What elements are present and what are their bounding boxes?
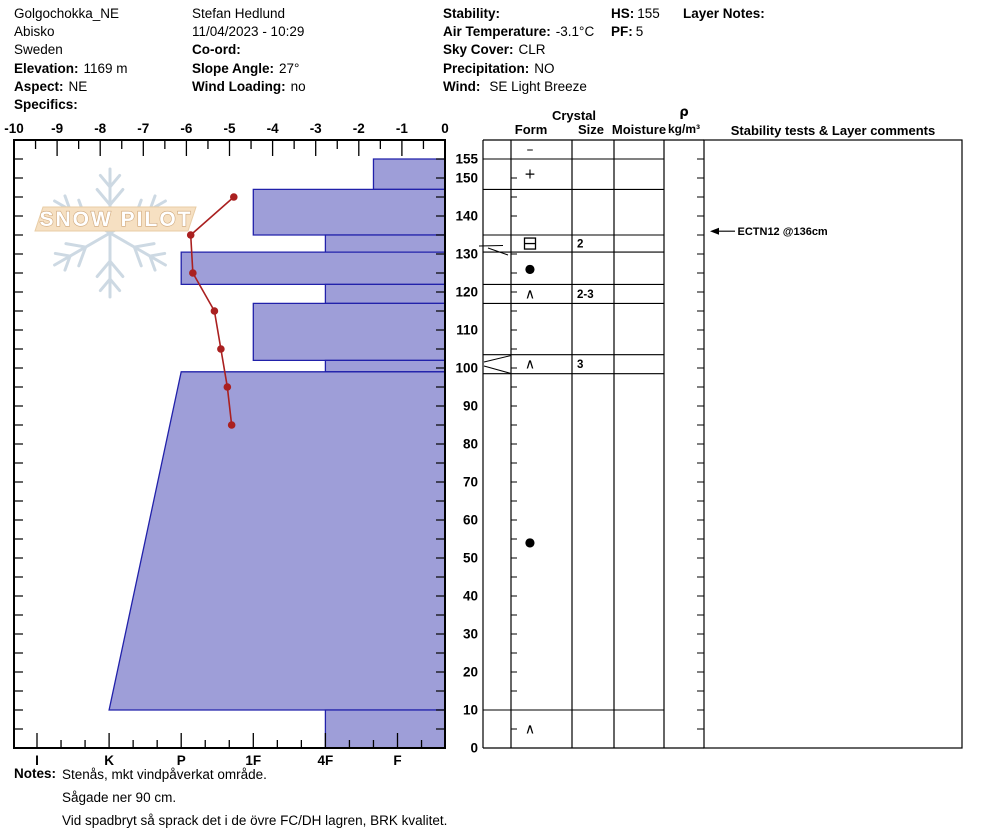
note-line-2: Sågade ner 90 cm. xyxy=(62,790,177,805)
depth-axis-label: 50 xyxy=(462,550,478,566)
grain-size-value: 2-3 xyxy=(577,288,594,301)
wind-label: Wind: xyxy=(443,78,481,94)
depth-axis-label: 130 xyxy=(455,246,478,262)
depth-axis-label: 120 xyxy=(455,284,478,300)
depth-axis-label: 60 xyxy=(462,512,478,528)
temperature-point xyxy=(224,383,232,391)
temperature-point xyxy=(230,193,238,201)
logo-text: SNOW PILOT xyxy=(39,208,193,231)
temperature-point xyxy=(187,231,195,239)
temp-axis-label: -8 xyxy=(94,121,107,136)
depth-axis-label: 90 xyxy=(462,398,478,414)
pf-label: PF: xyxy=(611,24,633,40)
temp-axis-label: -1 xyxy=(395,121,408,136)
ect-annotation xyxy=(710,226,828,238)
depth-axis-label: 150 xyxy=(455,170,478,186)
depth-axis-label: 30 xyxy=(462,626,478,642)
depth-axis-label: 155 xyxy=(455,151,478,167)
observation-datetime: 11/04/2023 - 10:29 xyxy=(192,24,305,40)
layer-bar xyxy=(325,284,445,303)
layer-notes-label: Layer Notes: xyxy=(683,6,765,21)
row-leader-line xyxy=(488,248,508,255)
layer-bar xyxy=(253,303,445,360)
coord-label: Co-ord: xyxy=(192,42,241,58)
depth-axis-label: 110 xyxy=(456,322,478,338)
grain-size-value: 3 xyxy=(577,359,584,372)
note-line-1: Stenås, mkt vindpåverkat område. xyxy=(62,767,267,782)
temp-axis-label: 0 xyxy=(441,121,449,136)
snowpilot-logo xyxy=(35,169,196,297)
slope-angle-value: 27° xyxy=(279,60,300,76)
temp-axis-label: -4 xyxy=(266,121,279,136)
temp-axis-label: -3 xyxy=(309,121,322,136)
layer-bar xyxy=(373,159,445,189)
moisture-header: Moisture xyxy=(611,122,667,137)
pf-value: 5 xyxy=(635,24,644,40)
site-name: Golgochokka_NE xyxy=(14,6,120,21)
temperature-point xyxy=(189,269,197,277)
grain-form-symbol: ∧ xyxy=(524,286,536,303)
note-line-3: Vid spadbryt så sprack det i de övre FC/DH lagren, BRK kvalitet. xyxy=(62,813,448,828)
wind-loading-value: no xyxy=(290,78,306,94)
layer-bar xyxy=(325,235,445,252)
density-header: ρ xyxy=(679,105,689,120)
depth-axis-label: 0 xyxy=(470,740,478,756)
temp-axis-label: -2 xyxy=(352,121,365,136)
slope-angle-label: Slope Angle: xyxy=(192,60,275,76)
grain-form-symbol: – xyxy=(526,142,534,158)
grain-table xyxy=(479,105,962,748)
depth-axis-label: 80 xyxy=(462,436,478,452)
row-leader-line xyxy=(479,246,503,247)
grain-form-symbol: ● xyxy=(524,261,536,276)
comments-header: Stability tests & Layer comments xyxy=(730,123,936,138)
temperature-point xyxy=(211,307,219,315)
form-header: Form xyxy=(514,122,548,137)
temperature-point xyxy=(217,345,225,353)
observer-name: Stefan Hedlund xyxy=(192,6,286,21)
depth-axis-label: 20 xyxy=(462,664,478,680)
temp-axis-label: -6 xyxy=(180,121,193,136)
temperature-point xyxy=(228,421,236,429)
temp-axis-label: -9 xyxy=(51,121,64,136)
wind-value: SE Light Breeze xyxy=(489,78,587,94)
layer-bar xyxy=(325,360,445,371)
hardness-axis-label: P xyxy=(176,753,186,768)
hardness-axis-label: I xyxy=(35,753,39,768)
elevation-label: Elevation: xyxy=(14,60,79,76)
layer-bar xyxy=(253,189,445,235)
layer-bar xyxy=(109,372,445,710)
site-country: Sweden xyxy=(14,42,63,58)
density-unit-header: kg/m³ xyxy=(667,122,701,136)
ect-arrowhead xyxy=(710,228,719,235)
hardness-axis-label: F xyxy=(393,753,402,768)
site-region: Abisko xyxy=(14,24,55,40)
depth-axis-label: 140 xyxy=(455,208,478,224)
air-temperature-value: -3.1°C xyxy=(555,24,595,40)
hardness-axis-label: K xyxy=(104,753,114,768)
precipitation-label: Precipitation: xyxy=(443,60,530,76)
sky-cover-label: Sky Cover: xyxy=(443,42,514,58)
wind-loading-label: Wind Loading: xyxy=(192,78,286,94)
grain-form-symbol: ∧ xyxy=(524,356,536,373)
grain-form-symbol: + xyxy=(524,166,536,183)
grain-form-symbol: ∧ xyxy=(524,721,536,738)
grain-form-symbol-square xyxy=(525,238,536,249)
hs-value: 155 xyxy=(637,6,660,21)
precipitation-value: NO xyxy=(534,60,555,76)
ect-annotation-text: ECTN12 @136cm xyxy=(737,226,828,239)
depth-axis-label: 10 xyxy=(462,702,478,718)
specifics-label: Specifics: xyxy=(14,96,78,112)
grain-size-value: 2 xyxy=(577,238,584,251)
temp-axis-label: -7 xyxy=(137,121,150,136)
snowflake-icon xyxy=(55,169,166,297)
crystal-header: Crystal xyxy=(551,108,597,123)
hardness-axis-label: 4F xyxy=(317,753,334,768)
stability-label: Stability: xyxy=(443,6,501,21)
row-leader-line xyxy=(484,366,511,374)
aspect-label: Aspect: xyxy=(14,78,64,94)
layer-bars xyxy=(109,159,445,748)
depth-axis-label: 100 xyxy=(455,360,478,376)
depth-axis-label: 40 xyxy=(462,588,478,604)
temperature-axis xyxy=(4,121,449,156)
row-leader-line xyxy=(484,356,511,363)
hs-label: HS: xyxy=(611,6,635,21)
layer-bar xyxy=(181,252,445,284)
notes-label: Notes: xyxy=(14,766,57,781)
hardness-axis-label: 1F xyxy=(245,753,262,768)
air-temperature-label: Air Temperature: xyxy=(443,24,551,40)
sky-cover-value: CLR xyxy=(518,42,546,58)
depth-axis-label: 70 xyxy=(462,474,478,490)
temp-axis-label: -5 xyxy=(223,121,236,136)
size-header: Size xyxy=(577,122,605,137)
temp-axis-label: -10 xyxy=(4,121,24,136)
layer-bar xyxy=(325,710,445,748)
aspect-value: NE xyxy=(68,78,88,94)
grain-form-symbol: ● xyxy=(524,534,536,549)
elevation-value: 1169 m xyxy=(83,60,128,76)
